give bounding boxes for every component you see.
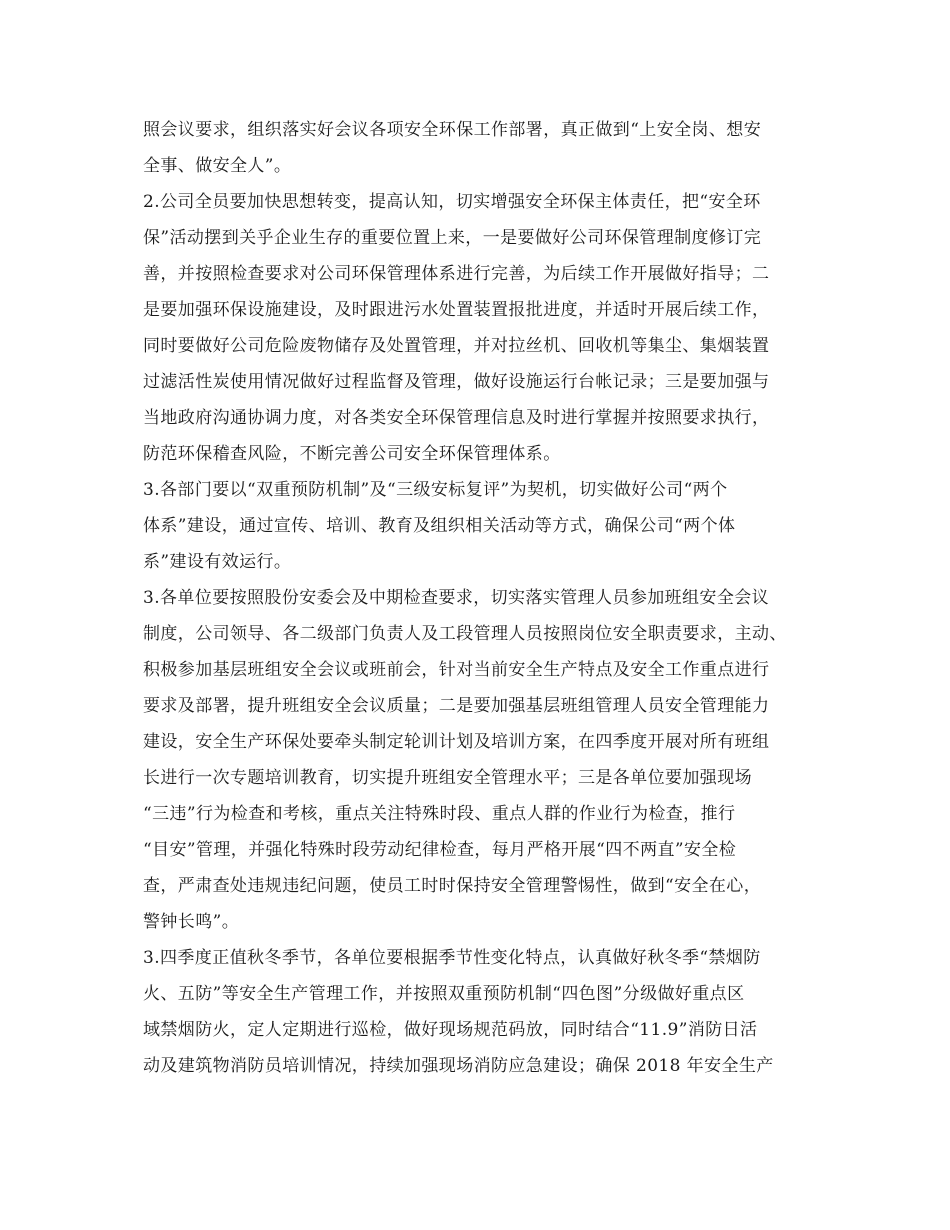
text-line: 是要加强环保设施建设，及时跟进污水处置装置报批进度，并适时开展后续工作， [143,300,770,320]
text-line: 防范环保稽查风险，不断完善公司安全环保管理体系。 [143,444,561,464]
text-line: 照会议要求，组织落实好会议各项安全环保工作部署，真正做到“上安全岗、想安 [143,120,762,140]
text-line: 动及建筑物消防员培训情况，持续加强现场消防应急建设；确保 2018 年安全生产 [143,1056,774,1076]
text-line: 长进行一次专题培训教育，切实提升班组安全管理水平；三是各单位要加强现场 [143,768,752,788]
text-line: 查，严肃查处违规违纪问题，使员工时时保持安全管理警惕性，做到“安全在心， [143,876,762,896]
text-line: 域禁烟防火，定人定期进行巡检，做好现场规范码放，同时结合“11.9”消防日活 [143,1020,758,1040]
text-line: 火、五防”等安全生产管理工作，并按照双重预防机制“四色图”分级做好重点区 [143,984,745,1004]
text-line: 3.四季度正值秋冬季节，各单位要根据季节性变化特点，认真做好秋冬季“禁烟防 [143,948,761,968]
text-line: 善，并按照检查要求对公司环保管理体系进行完善，为后续工作开展做好指导；二 [143,264,770,284]
text-line: 建设，安全生产环保处要牵头制定轮训计划及培训方案，在四季度开展对所有班组 [143,732,770,752]
document-body [143,112,843,1084]
text-line: “目安”管理，并强化特殊时段劳动纪律检查，每月严格开展“四不两直”安全检 [143,840,737,860]
text-line: 制度，公司领导、各二级部门负责人及工段管理人员按照岗位安全职责要求，主动、 [143,624,787,644]
text-line: 体系”建设，通过宣传、培训、教育及组织相关活动等方式，确保公司“两个体 [143,516,736,536]
text-line: 2.公司全员要加快思想转变，提高认知，切实增强安全环保主体责任，把“安全环 [143,192,761,212]
text-line: “三违”行为检查和考核，重点关注特殊时段、重点人群的作业行为检查，推行 [143,804,736,824]
text-line: 3.各部门要以“双重预防机制”及“三级安标复评”为契机，切实做好公司“两个 [143,480,728,500]
text-line: 同时要做好公司危险废物储存及处置管理，并对拉丝机、回收机等集尘、集烟装置 [143,336,770,356]
text-line: 全事、做安全人”。 [143,156,292,176]
text-line: 当地政府沟通协调力度，对各类安全环保管理信息及时进行掌握并按照要求执行， [143,408,770,428]
text-line: 3.各单位要按照股份安委会及中期检查要求，切实落实管理人员参加班组安全会议 [143,588,770,608]
text-line: 保”活动摆到关乎企业生存的重要位置上来，一是要做好公司环保管理制度修订完 [143,228,762,248]
text-line: 警钟长鸣”。 [143,912,240,932]
text-line: 过滤活性炭使用情况做好过程监督及管理，做好设施运行台帐记录；三是要加强与 [143,372,770,392]
text-line: 积极参加基层班组安全会议或班前会，针对当前安全生产特点及安全工作重点进行 [143,660,770,680]
text-line: 要求及部署，提升班组安全会议质量；二是要加强基层班组管理人员安全管理能力 [143,696,770,716]
text-line: 系”建设有效运行。 [143,552,292,572]
